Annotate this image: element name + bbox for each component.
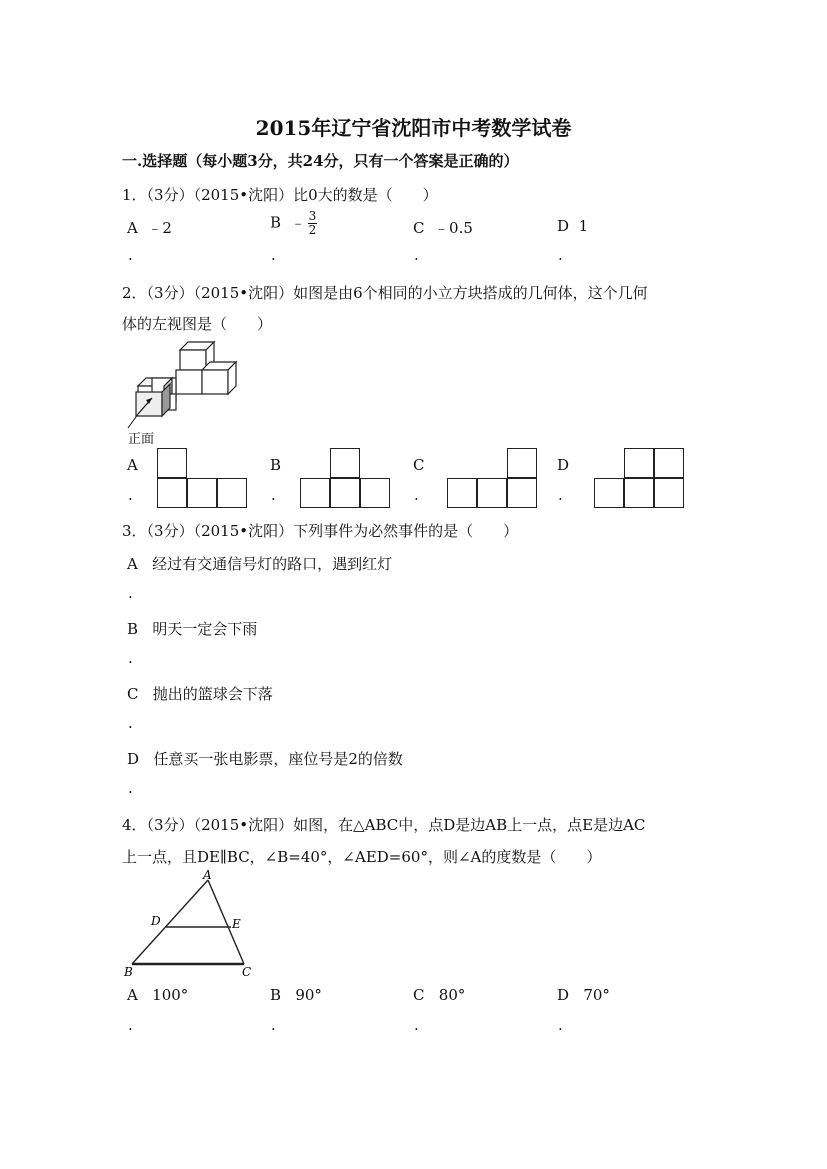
option-letter: C <box>413 986 425 1004</box>
view-square <box>624 448 654 478</box>
view-square <box>654 478 684 508</box>
option-letter: C <box>127 685 139 703</box>
view-square <box>300 478 330 508</box>
page-title: 2015年辽宁省沈阳市中考数学试卷 <box>255 116 572 140</box>
option-text: 70° <box>583 986 610 1004</box>
option-letter: D <box>127 750 140 768</box>
q4-option-a <box>127 986 188 1004</box>
q3-option-d <box>127 748 403 769</box>
option-letter: A <box>127 555 138 573</box>
option-text: 任意买一张电影票，座位号是2的倍数 <box>153 750 403 768</box>
view-square <box>507 478 537 508</box>
cube-figure <box>122 336 242 436</box>
triangle-figure <box>120 866 260 982</box>
q1-option-b <box>270 210 317 237</box>
view-square <box>187 478 217 508</box>
q3-stem: 3．（3分）（2015•沈阳）下列事件为必然事件的是（ ） <box>122 522 519 540</box>
q1-stem: 1．（3分）（2015•沈阳）比0大的数是（ ） <box>122 186 438 204</box>
fraction <box>308 210 318 237</box>
q3-option-b <box>127 618 257 639</box>
vertex-label-e: E <box>232 917 241 931</box>
q1-option-a <box>127 217 172 238</box>
view-square <box>447 478 477 508</box>
q1-dot-d: . <box>558 246 563 264</box>
option-letter: B <box>270 986 282 1004</box>
q1-option-d <box>557 217 588 235</box>
option-letter: A <box>127 986 138 1004</box>
vertex-label-a: A <box>203 868 212 882</box>
q1-dot-c: . <box>414 246 419 264</box>
view-square <box>594 478 624 508</box>
option-text: 抛出的篮球会下落 <box>152 685 273 703</box>
view-square <box>507 448 537 478</box>
numerator: 3 <box>308 209 317 223</box>
view-square <box>217 478 247 508</box>
q3-option-c <box>127 683 273 704</box>
option-text: 100° <box>152 986 189 1004</box>
section-heading: 一.选择题（每小题3分，共24分，只有一个答案是正确的） <box>122 152 519 170</box>
q2-option-d-letter: D <box>557 456 570 474</box>
q1-option-c <box>413 217 473 238</box>
q3-dot-d: . <box>128 779 133 797</box>
option-text: 1 <box>578 217 589 235</box>
option-letter: D <box>557 217 570 235</box>
q2-stem-line1: 2．（3分）（2015•沈阳）如图是由6个相同的小立方块搭成的几何体，这个几何 <box>122 284 648 302</box>
option-letter: D <box>557 986 570 1004</box>
q1-dot-b: . <box>271 246 276 264</box>
option-text: 90° <box>295 986 322 1004</box>
q4-option-b <box>270 986 322 1004</box>
q3-option-a <box>127 553 392 574</box>
q2-stem-line2: 体的左视图是（ ） <box>122 315 273 333</box>
q4-stem-line1: 4．（3分）（2015•沈阳）如图，在△ABC中，点D是边AB上一点，点E是边AC <box>122 816 646 834</box>
front-label: 正面 <box>128 432 155 447</box>
q4-option-d <box>557 986 610 1004</box>
q2-dot-b: . <box>271 486 276 504</box>
view-square <box>330 478 360 508</box>
q4-dot-b: . <box>271 1016 276 1034</box>
vertex-label-b: B <box>124 965 133 979</box>
view-square <box>330 448 360 478</box>
denominator: 2 <box>308 223 317 237</box>
q2-option-d-view <box>592 448 688 512</box>
view-square <box>157 448 187 478</box>
side-ab <box>132 880 208 964</box>
q4-dot-d: . <box>558 1016 563 1034</box>
q2-option-c-view <box>447 448 543 512</box>
vertex-label-c: C <box>242 965 252 979</box>
view-square <box>624 478 654 508</box>
q2-dot-c: . <box>414 486 419 504</box>
q2-option-b-letter: B <box>270 456 282 474</box>
q4-option-c <box>413 986 465 1004</box>
option-letter: B <box>127 620 139 638</box>
option-text: ﹣2 <box>147 219 172 237</box>
option-text: 明天一定会下雨 <box>152 620 258 638</box>
q4-dot-a: . <box>128 1016 133 1034</box>
option-text: ﹣0.5 <box>434 219 473 237</box>
q2-option-b-view <box>298 448 394 512</box>
view-square <box>477 478 507 508</box>
q3-dot-c: . <box>128 714 133 732</box>
q3-dot-a: . <box>128 584 133 602</box>
q1-dot-a: . <box>128 246 133 264</box>
view-square <box>654 448 684 478</box>
option-letter: C <box>413 219 425 237</box>
option-letter: B <box>270 213 282 232</box>
option-sign: ﹣ <box>290 213 306 232</box>
option-text: 80° <box>438 986 466 1004</box>
vertex-label-d: D <box>151 914 161 928</box>
option-text: 经过有交通信号灯的路口，遇到红灯 <box>152 555 393 573</box>
q4-stem-line2: 上一点，且DE∥BC，∠B=40°，∠AED=60°，则∠A的度数是（ ） <box>122 848 602 866</box>
q2-dot-a: . <box>128 486 133 504</box>
q2-dot-d: . <box>558 486 563 504</box>
view-square <box>360 478 390 508</box>
q2-option-a-letter: A <box>127 456 138 474</box>
q4-dot-c: . <box>414 1016 419 1034</box>
q2-option-c-letter: C <box>413 456 425 474</box>
q2-option-a-view <box>157 448 253 512</box>
view-square <box>157 478 187 508</box>
option-letter: A <box>127 219 138 237</box>
q3-dot-b: . <box>128 649 133 667</box>
